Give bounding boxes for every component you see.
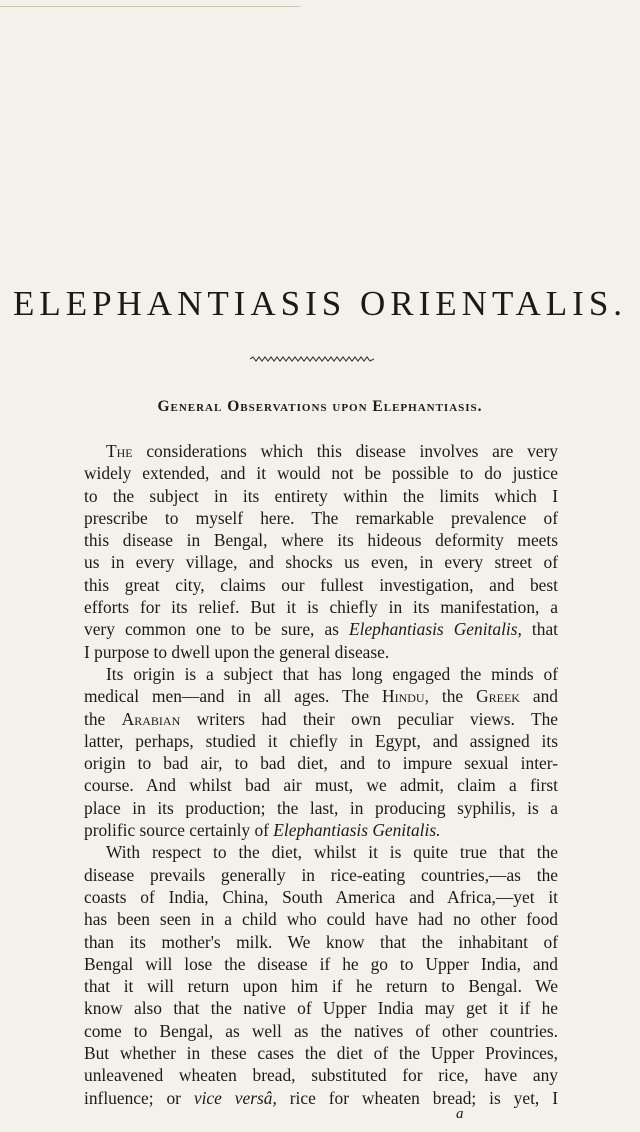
- text-line: The considerations which this disease involves are very: [106, 441, 558, 461]
- text-line: us in every village, and shocks us even, in every street of: [84, 552, 558, 573]
- body-text: [84, 440, 558, 1109]
- text-line: But whether in these cases the diet of the Upper Provinces,: [84, 1043, 558, 1064]
- ornamental-divider: [250, 355, 374, 363]
- text-line: place in its production; the last, in producing syphilis, is a: [84, 797, 558, 818]
- text-line: With respect to the diet, whilst it is quite true that the: [106, 842, 558, 863]
- text-line: prolific source certainly of Elephantiasis Genitalis.: [84, 820, 441, 841]
- text-line: I purpose to dwell upon the general disease.: [84, 641, 390, 662]
- chapter-title: ELEPHANTIASIS ORIENTALIS.: [12, 284, 628, 323]
- text-line: efforts for its relief. But it is chiefly in its manifestation, a: [84, 597, 558, 618]
- text-line: has been seen in a child who could have had no other food: [84, 909, 558, 930]
- text-line: origin to bad air, to bad diet, and to impure sexual inter-: [84, 753, 558, 774]
- text-line: latter, perhaps, studied it chiefly in Egypt, and assigned its: [84, 730, 558, 751]
- text-line: the Arabian writers had their own peculiar views. The: [84, 708, 558, 729]
- text-line: influence; or vice versâ, rice for wheaten bread; is yet, I: [84, 1087, 558, 1108]
- text-line: this great city, claims our fullest investigation, and best: [84, 574, 558, 595]
- text-line: unleavened wheaten bread, substituted for rice, have any: [84, 1065, 558, 1086]
- text-line: come to Bengal, as well as the natives of other countries.: [84, 1020, 558, 1041]
- text-line: that it will return upon him if he return to Bengal. We: [84, 976, 558, 997]
- text-line: very common one to be sure, as Elephantiasis Genitalis, that: [84, 619, 558, 640]
- text-line: widely extended, and it would not be possible to do justice: [84, 463, 558, 484]
- text-line: prescribe to myself here. The remarkable prevalence of: [84, 507, 558, 528]
- text-line: Its origin is a subject that has long engaged the minds of: [106, 663, 558, 684]
- signature-mark: a: [456, 1106, 464, 1122]
- text-line: this disease in Bengal, where its hideous deformity meets: [84, 530, 558, 551]
- text-line: to the subject in its entirety within the limits which I: [84, 485, 558, 506]
- text-line: course. And whilst bad air must, we admit, claim a first: [84, 775, 558, 796]
- text-line: disease prevails generally in rice-eating countries,—as the: [84, 864, 558, 885]
- section-heading: General Observations upon Elephantiasis.: [157, 398, 483, 415]
- text-line: know also that the native of Upper India may get it if he: [84, 998, 558, 1019]
- text-line: coasts of India, China, South America and Africa,—yet it: [84, 886, 558, 907]
- text-line: medical men—and in all ages. The Hindu, the Greek and: [84, 686, 559, 707]
- top-edge-rule: [0, 6, 300, 7]
- text-line: Bengal will lose the disease if he go to Upper India, and: [84, 953, 558, 974]
- text-line: than its mother's milk. We know that the inhabitant of: [84, 931, 558, 952]
